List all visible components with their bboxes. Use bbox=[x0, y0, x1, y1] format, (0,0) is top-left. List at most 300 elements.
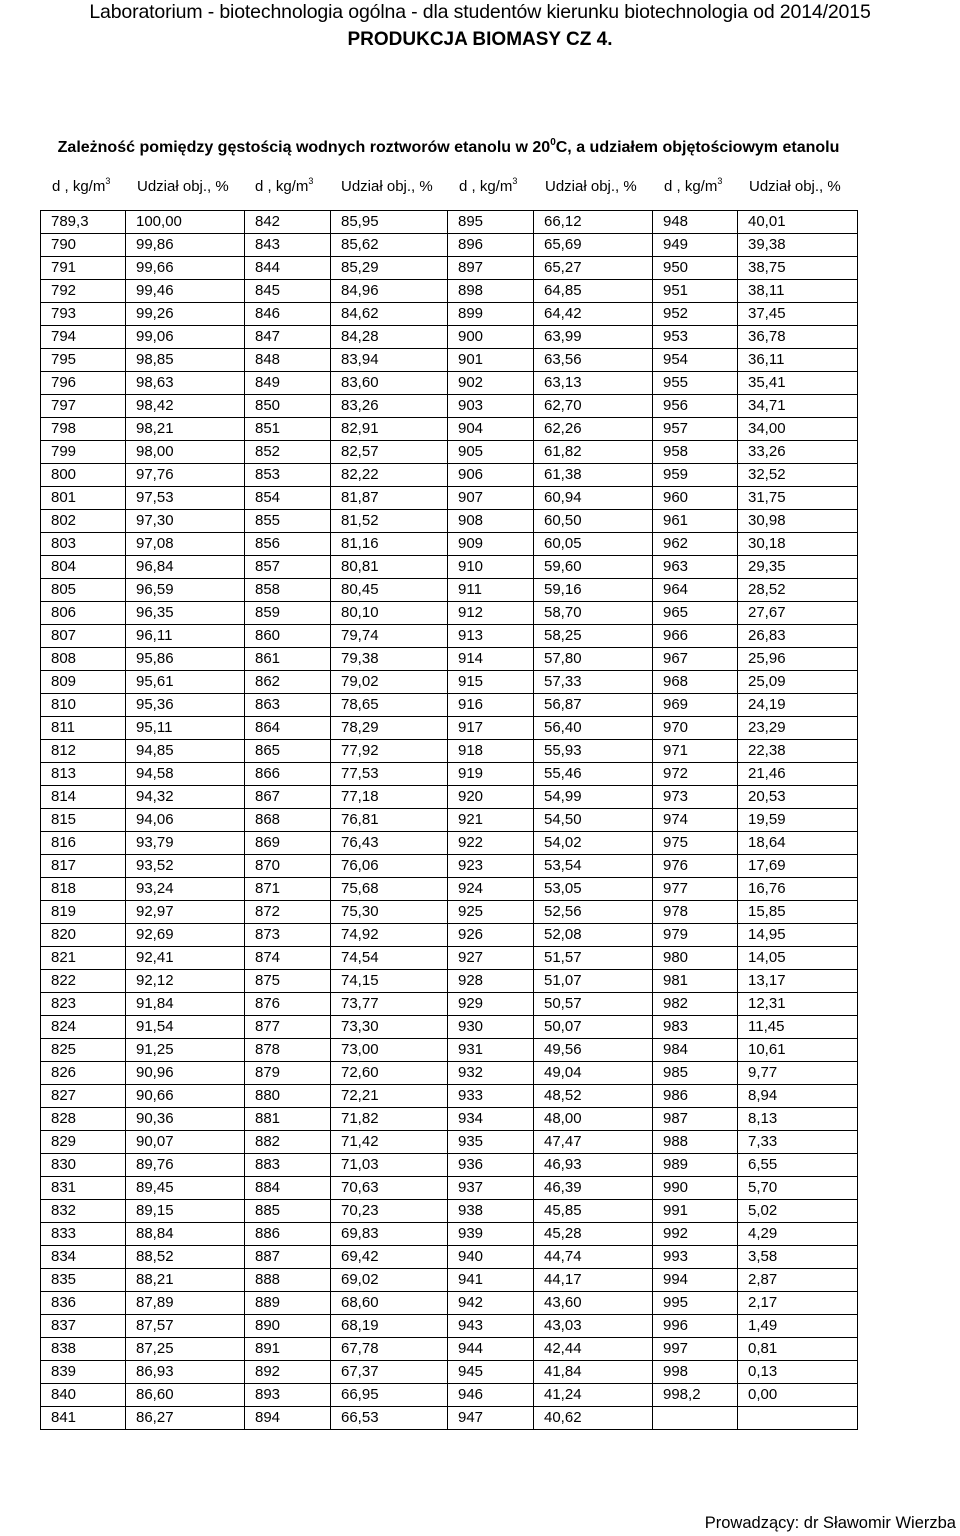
table-title-text: Zależność pomiędzy gęstością wodnych roztworów etanolu w 20 bbox=[57, 139, 551, 156]
volume-share-cell: 74,15 bbox=[331, 970, 448, 993]
density-cell: 791 bbox=[41, 257, 126, 280]
density-cell: 892 bbox=[245, 1361, 331, 1384]
volume-share-cell: 36,11 bbox=[738, 349, 858, 372]
volume-share-cell: 0,00 bbox=[738, 1384, 858, 1407]
density-cell: 918 bbox=[448, 740, 534, 763]
table-row bbox=[41, 947, 858, 970]
density-cell: 811 bbox=[41, 717, 126, 740]
volume-share-cell: 7,33 bbox=[738, 1131, 858, 1154]
density-cell: 962 bbox=[653, 533, 738, 556]
density-cell: 992 bbox=[653, 1223, 738, 1246]
volume-share-cell: 39,38 bbox=[738, 234, 858, 257]
density-cell: 887 bbox=[245, 1246, 331, 1269]
volume-share-cell: 81,87 bbox=[331, 487, 448, 510]
volume-share-cell: 57,80 bbox=[534, 648, 653, 671]
density-cell: 899 bbox=[448, 303, 534, 326]
volume-share-cell: 21,46 bbox=[738, 763, 858, 786]
volume-share-cell: 91,54 bbox=[126, 1016, 245, 1039]
volume-share-cell: 48,52 bbox=[534, 1085, 653, 1108]
volume-share-cell: 83,26 bbox=[331, 395, 448, 418]
volume-share-cell: 85,29 bbox=[331, 257, 448, 280]
volume-share-cell: 98,85 bbox=[126, 349, 245, 372]
volume-share-cell: 87,57 bbox=[126, 1315, 245, 1338]
table-row bbox=[41, 786, 858, 809]
volume-share-cell: 88,52 bbox=[126, 1246, 245, 1269]
density-cell: 790 bbox=[41, 234, 126, 257]
volume-share-cell: 44,74 bbox=[534, 1246, 653, 1269]
volume-share-cell: 55,93 bbox=[534, 740, 653, 763]
volume-share-cell: 75,30 bbox=[331, 901, 448, 924]
density-cell: 972 bbox=[653, 763, 738, 786]
volume-share-cell: 51,07 bbox=[534, 970, 653, 993]
density-cell: 898 bbox=[448, 280, 534, 303]
volume-share-cell: 28,52 bbox=[738, 579, 858, 602]
volume-share-cell: 18,64 bbox=[738, 832, 858, 855]
table-row bbox=[41, 211, 858, 234]
density-cell: 916 bbox=[448, 694, 534, 717]
density-cell: 882 bbox=[245, 1131, 331, 1154]
density-cell: 857 bbox=[245, 556, 331, 579]
density-cell: 807 bbox=[41, 625, 126, 648]
table-row bbox=[41, 487, 858, 510]
volume-share-cell: 30,98 bbox=[738, 510, 858, 533]
density-cell: 805 bbox=[41, 579, 126, 602]
density-cell: 878 bbox=[245, 1039, 331, 1062]
density-cell: 977 bbox=[653, 878, 738, 901]
density-cell: 935 bbox=[448, 1131, 534, 1154]
volume-share-cell: 56,87 bbox=[534, 694, 653, 717]
cubic-exponent: 3 bbox=[105, 176, 111, 186]
volume-share-cell: 8,94 bbox=[738, 1085, 858, 1108]
volume-share-cell: 69,42 bbox=[331, 1246, 448, 1269]
table-row bbox=[41, 1338, 858, 1361]
density-cell: 816 bbox=[41, 832, 126, 855]
density-cell: 949 bbox=[653, 234, 738, 257]
column-header-density bbox=[664, 175, 722, 199]
volume-share-cell: 22,38 bbox=[738, 740, 858, 763]
volume-share-cell: 91,84 bbox=[126, 993, 245, 1016]
density-cell: 797 bbox=[41, 395, 126, 418]
volume-share-cell: 5,02 bbox=[738, 1200, 858, 1223]
volume-share-cell: 95,36 bbox=[126, 694, 245, 717]
volume-share-cell: 89,15 bbox=[126, 1200, 245, 1223]
table-row bbox=[41, 1315, 858, 1338]
density-cell: 820 bbox=[41, 924, 126, 947]
density-cell: 895 bbox=[448, 211, 534, 234]
table-row bbox=[41, 326, 858, 349]
volume-share-cell: 76,81 bbox=[331, 809, 448, 832]
density-cell: 905 bbox=[448, 441, 534, 464]
volume-share-cell: 64,42 bbox=[534, 303, 653, 326]
degree-superscript: 0 bbox=[550, 136, 556, 148]
volume-share-cell: 4,29 bbox=[738, 1223, 858, 1246]
table-row bbox=[41, 1131, 858, 1154]
column-header-density-label: d , kg/m bbox=[664, 178, 718, 195]
volume-share-cell: 75,68 bbox=[331, 878, 448, 901]
volume-share-cell: 45,28 bbox=[534, 1223, 653, 1246]
volume-share-cell: 38,75 bbox=[738, 257, 858, 280]
table-row bbox=[41, 1039, 858, 1062]
density-cell: 884 bbox=[245, 1177, 331, 1200]
volume-share-cell: 87,25 bbox=[126, 1338, 245, 1361]
volume-share-cell: 94,06 bbox=[126, 809, 245, 832]
volume-share-cell: 26,83 bbox=[738, 625, 858, 648]
density-cell: 894 bbox=[245, 1407, 331, 1430]
density-cell: 891 bbox=[245, 1338, 331, 1361]
density-cell: 910 bbox=[448, 556, 534, 579]
volume-share-cell: 77,53 bbox=[331, 763, 448, 786]
density-cell: 824 bbox=[41, 1016, 126, 1039]
volume-share-cell: 99,06 bbox=[126, 326, 245, 349]
table-row bbox=[41, 1085, 858, 1108]
volume-share-cell: 3,58 bbox=[738, 1246, 858, 1269]
volume-share-cell: 54,02 bbox=[534, 832, 653, 855]
volume-share-cell: 54,99 bbox=[534, 786, 653, 809]
volume-share-cell: 65,69 bbox=[534, 234, 653, 257]
density-cell: 901 bbox=[448, 349, 534, 372]
density-cell: 823 bbox=[41, 993, 126, 1016]
density-cell: 886 bbox=[245, 1223, 331, 1246]
volume-share-cell: 10,61 bbox=[738, 1039, 858, 1062]
density-cell: 848 bbox=[245, 349, 331, 372]
density-cell: 921 bbox=[448, 809, 534, 832]
volume-share-cell: 73,30 bbox=[331, 1016, 448, 1039]
density-cell: 960 bbox=[653, 487, 738, 510]
density-table bbox=[40, 210, 858, 1430]
density-cell: 941 bbox=[448, 1269, 534, 1292]
density-cell: 986 bbox=[653, 1085, 738, 1108]
density-cell: 908 bbox=[448, 510, 534, 533]
volume-share-cell: 31,75 bbox=[738, 487, 858, 510]
density-cell: 979 bbox=[653, 924, 738, 947]
volume-share-cell: 55,46 bbox=[534, 763, 653, 786]
volume-share-cell: 94,32 bbox=[126, 786, 245, 809]
table-row bbox=[41, 763, 858, 786]
column-header-density bbox=[255, 175, 313, 199]
table-row bbox=[41, 533, 858, 556]
density-cell: 958 bbox=[653, 441, 738, 464]
volume-share-cell: 25,96 bbox=[738, 648, 858, 671]
density-cell: 789,3 bbox=[41, 211, 126, 234]
density-cell: 883 bbox=[245, 1154, 331, 1177]
volume-share-cell: 68,60 bbox=[331, 1292, 448, 1315]
volume-share-cell: 89,45 bbox=[126, 1177, 245, 1200]
volume-share-cell: 14,95 bbox=[738, 924, 858, 947]
table-row bbox=[41, 1246, 858, 1269]
table-title-text-end: C, a udziałem objętościowym etanolu bbox=[555, 139, 840, 156]
density-cell: 808 bbox=[41, 648, 126, 671]
density-cell: 947 bbox=[448, 1407, 534, 1430]
volume-share-cell: 92,69 bbox=[126, 924, 245, 947]
table-row bbox=[41, 993, 858, 1016]
volume-share-cell: 92,97 bbox=[126, 901, 245, 924]
cubic-exponent: 3 bbox=[512, 176, 518, 186]
volume-share-cell: 66,12 bbox=[534, 211, 653, 234]
volume-share-cell: 90,66 bbox=[126, 1085, 245, 1108]
density-cell: 876 bbox=[245, 993, 331, 1016]
volume-share-cell: 29,35 bbox=[738, 556, 858, 579]
volume-share-cell: 67,78 bbox=[331, 1338, 448, 1361]
volume-share-cell: 47,47 bbox=[534, 1131, 653, 1154]
density-cell: 911 bbox=[448, 579, 534, 602]
volume-share-cell: 1,49 bbox=[738, 1315, 858, 1338]
column-header-volume-share: Udział obj., % bbox=[545, 178, 637, 195]
density-cell: 925 bbox=[448, 901, 534, 924]
volume-share-cell: 77,92 bbox=[331, 740, 448, 763]
density-cell: 933 bbox=[448, 1085, 534, 1108]
density-cell: 873 bbox=[245, 924, 331, 947]
table-row bbox=[41, 1016, 858, 1039]
volume-share-cell: 43,60 bbox=[534, 1292, 653, 1315]
volume-share-cell: 72,21 bbox=[331, 1085, 448, 1108]
density-cell: 809 bbox=[41, 671, 126, 694]
volume-share-cell: 27,67 bbox=[738, 602, 858, 625]
density-table-body bbox=[41, 211, 858, 1430]
table-row bbox=[41, 395, 858, 418]
instructor-footer: Prowadzący: dr Sławomir Wierzba bbox=[704, 1514, 956, 1532]
volume-share-cell: 82,57 bbox=[331, 441, 448, 464]
table-row bbox=[41, 1407, 858, 1430]
density-cell: 817 bbox=[41, 855, 126, 878]
volume-share-cell: 12,31 bbox=[738, 993, 858, 1016]
density-cell: 860 bbox=[245, 625, 331, 648]
density-cell: 981 bbox=[653, 970, 738, 993]
density-cell: 964 bbox=[653, 579, 738, 602]
volume-share-cell: 80,10 bbox=[331, 602, 448, 625]
volume-share-cell: 40,62 bbox=[534, 1407, 653, 1430]
density-cell: 929 bbox=[448, 993, 534, 1016]
density-cell: 997 bbox=[653, 1338, 738, 1361]
density-cell: 845 bbox=[245, 280, 331, 303]
density-cell: 971 bbox=[653, 740, 738, 763]
volume-share-cell: 95,86 bbox=[126, 648, 245, 671]
volume-share-cell: 69,02 bbox=[331, 1269, 448, 1292]
volume-share-cell: 2,87 bbox=[738, 1269, 858, 1292]
volume-share-cell: 61,82 bbox=[534, 441, 653, 464]
density-cell: 974 bbox=[653, 809, 738, 832]
table-row bbox=[41, 832, 858, 855]
density-cell: 830 bbox=[41, 1154, 126, 1177]
density-cell: 951 bbox=[653, 280, 738, 303]
volume-share-cell: 0,81 bbox=[738, 1338, 858, 1361]
density-cell: 846 bbox=[245, 303, 331, 326]
density-cell: 913 bbox=[448, 625, 534, 648]
volume-share-cell: 9,77 bbox=[738, 1062, 858, 1085]
density-cell: 991 bbox=[653, 1200, 738, 1223]
density-cell bbox=[653, 1407, 738, 1430]
density-cell: 896 bbox=[448, 234, 534, 257]
volume-share-cell: 78,65 bbox=[331, 694, 448, 717]
volume-share-cell: 74,54 bbox=[331, 947, 448, 970]
density-cell: 922 bbox=[448, 832, 534, 855]
volume-share-cell: 36,78 bbox=[738, 326, 858, 349]
volume-share-cell: 85,95 bbox=[331, 211, 448, 234]
volume-share-cell: 63,13 bbox=[534, 372, 653, 395]
density-cell: 906 bbox=[448, 464, 534, 487]
volume-share-cell: 96,59 bbox=[126, 579, 245, 602]
volume-share-cell: 98,21 bbox=[126, 418, 245, 441]
volume-share-cell: 62,26 bbox=[534, 418, 653, 441]
table-row bbox=[41, 556, 858, 579]
volume-share-cell: 79,38 bbox=[331, 648, 448, 671]
volume-share-cell: 32,52 bbox=[738, 464, 858, 487]
density-cell: 794 bbox=[41, 326, 126, 349]
density-cell: 985 bbox=[653, 1062, 738, 1085]
density-cell: 939 bbox=[448, 1223, 534, 1246]
volume-share-cell: 44,17 bbox=[534, 1269, 653, 1292]
density-cell: 989 bbox=[653, 1154, 738, 1177]
volume-share-cell: 95,61 bbox=[126, 671, 245, 694]
density-cell: 871 bbox=[245, 878, 331, 901]
density-cell: 828 bbox=[41, 1108, 126, 1131]
table-row bbox=[41, 1269, 858, 1292]
volume-share-cell: 37,45 bbox=[738, 303, 858, 326]
table-row bbox=[41, 970, 858, 993]
volume-share-cell: 63,99 bbox=[534, 326, 653, 349]
volume-share-cell: 13,17 bbox=[738, 970, 858, 993]
volume-share-cell: 6,55 bbox=[738, 1154, 858, 1177]
volume-share-cell: 16,76 bbox=[738, 878, 858, 901]
volume-share-cell: 84,62 bbox=[331, 303, 448, 326]
volume-share-cell: 15,85 bbox=[738, 901, 858, 924]
density-cell: 795 bbox=[41, 349, 126, 372]
density-cell: 867 bbox=[245, 786, 331, 809]
volume-share-cell: 20,53 bbox=[738, 786, 858, 809]
volume-share-cell: 19,59 bbox=[738, 809, 858, 832]
volume-share-cell: 89,76 bbox=[126, 1154, 245, 1177]
volume-share-cell: 50,57 bbox=[534, 993, 653, 1016]
table-row bbox=[41, 464, 858, 487]
density-cell: 861 bbox=[245, 648, 331, 671]
volume-share-cell: 58,70 bbox=[534, 602, 653, 625]
table-row bbox=[41, 1223, 858, 1246]
density-cell: 984 bbox=[653, 1039, 738, 1062]
volume-share-cell: 41,84 bbox=[534, 1361, 653, 1384]
density-cell: 952 bbox=[653, 303, 738, 326]
density-cell: 902 bbox=[448, 372, 534, 395]
document-header-title: Laboratorium - biotechnologia ogólna - dla studentów kierunku biotechnologia od 2014/2015 bbox=[89, 1, 871, 23]
density-cell: 881 bbox=[245, 1108, 331, 1131]
density-cell: 907 bbox=[448, 487, 534, 510]
density-cell: 927 bbox=[448, 947, 534, 970]
density-cell: 803 bbox=[41, 533, 126, 556]
volume-share-cell: 99,46 bbox=[126, 280, 245, 303]
volume-share-cell: 42,44 bbox=[534, 1338, 653, 1361]
volume-share-cell: 11,45 bbox=[738, 1016, 858, 1039]
column-header-volume-share: Udział obj., % bbox=[137, 178, 229, 195]
volume-share-cell: 90,96 bbox=[126, 1062, 245, 1085]
cubic-exponent: 3 bbox=[308, 176, 314, 186]
volume-share-cell: 76,06 bbox=[331, 855, 448, 878]
density-cell: 799 bbox=[41, 441, 126, 464]
volume-share-cell: 59,60 bbox=[534, 556, 653, 579]
volume-share-cell: 99,86 bbox=[126, 234, 245, 257]
volume-share-cell: 62,70 bbox=[534, 395, 653, 418]
density-cell: 856 bbox=[245, 533, 331, 556]
density-cell: 879 bbox=[245, 1062, 331, 1085]
density-cell: 826 bbox=[41, 1062, 126, 1085]
volume-share-cell: 85,62 bbox=[331, 234, 448, 257]
density-cell: 834 bbox=[41, 1246, 126, 1269]
volume-share-cell: 90,07 bbox=[126, 1131, 245, 1154]
column-header-density-label: d , kg/m bbox=[459, 178, 513, 195]
volume-share-cell: 53,05 bbox=[534, 878, 653, 901]
volume-share-cell: 52,56 bbox=[534, 901, 653, 924]
volume-share-cell: 84,28 bbox=[331, 326, 448, 349]
table-row bbox=[41, 441, 858, 464]
density-cell: 924 bbox=[448, 878, 534, 901]
table-row bbox=[41, 1108, 858, 1131]
density-cell: 812 bbox=[41, 740, 126, 763]
table-row bbox=[41, 717, 858, 740]
density-cell: 945 bbox=[448, 1361, 534, 1384]
column-header-density-label: d , kg/m bbox=[255, 178, 309, 195]
density-cell: 969 bbox=[653, 694, 738, 717]
density-cell: 885 bbox=[245, 1200, 331, 1223]
volume-share-cell: 63,56 bbox=[534, 349, 653, 372]
volume-share-cell: 82,91 bbox=[331, 418, 448, 441]
volume-share-cell bbox=[738, 1407, 858, 1430]
volume-share-cell: 71,03 bbox=[331, 1154, 448, 1177]
volume-share-cell: 93,79 bbox=[126, 832, 245, 855]
volume-share-cell: 48,00 bbox=[534, 1108, 653, 1131]
density-cell: 904 bbox=[448, 418, 534, 441]
density-cell: 968 bbox=[653, 671, 738, 694]
density-cell: 854 bbox=[245, 487, 331, 510]
volume-share-cell: 98,63 bbox=[126, 372, 245, 395]
density-cell: 841 bbox=[41, 1407, 126, 1430]
volume-share-cell: 68,19 bbox=[331, 1315, 448, 1338]
density-cell: 993 bbox=[653, 1246, 738, 1269]
volume-share-cell: 98,00 bbox=[126, 441, 245, 464]
table-row bbox=[41, 1062, 858, 1085]
density-cell: 825 bbox=[41, 1039, 126, 1062]
density-cell: 819 bbox=[41, 901, 126, 924]
density-cell: 917 bbox=[448, 717, 534, 740]
table-title bbox=[0, 137, 897, 159]
density-cell: 868 bbox=[245, 809, 331, 832]
density-cell: 975 bbox=[653, 832, 738, 855]
volume-share-cell: 50,07 bbox=[534, 1016, 653, 1039]
volume-share-cell: 94,58 bbox=[126, 763, 245, 786]
density-cell: 900 bbox=[448, 326, 534, 349]
density-cell: 954 bbox=[653, 349, 738, 372]
volume-share-cell: 0,13 bbox=[738, 1361, 858, 1384]
density-cell: 988 bbox=[653, 1131, 738, 1154]
column-header-row bbox=[40, 175, 856, 199]
table-row bbox=[41, 602, 858, 625]
density-cell: 990 bbox=[653, 1177, 738, 1200]
density-cell: 912 bbox=[448, 602, 534, 625]
cubic-exponent: 3 bbox=[717, 176, 723, 186]
density-cell: 944 bbox=[448, 1338, 534, 1361]
volume-share-cell: 45,85 bbox=[534, 1200, 653, 1223]
density-cell: 806 bbox=[41, 602, 126, 625]
density-cell: 847 bbox=[245, 326, 331, 349]
density-cell: 928 bbox=[448, 970, 534, 993]
volume-share-cell: 25,09 bbox=[738, 671, 858, 694]
volume-share-cell: 99,26 bbox=[126, 303, 245, 326]
table-row bbox=[41, 579, 858, 602]
density-cell: 792 bbox=[41, 280, 126, 303]
density-cell: 796 bbox=[41, 372, 126, 395]
density-cell: 822 bbox=[41, 970, 126, 993]
density-cell: 970 bbox=[653, 717, 738, 740]
density-cell: 903 bbox=[448, 395, 534, 418]
table-row bbox=[41, 1292, 858, 1315]
density-cell: 957 bbox=[653, 418, 738, 441]
volume-share-cell: 38,11 bbox=[738, 280, 858, 303]
